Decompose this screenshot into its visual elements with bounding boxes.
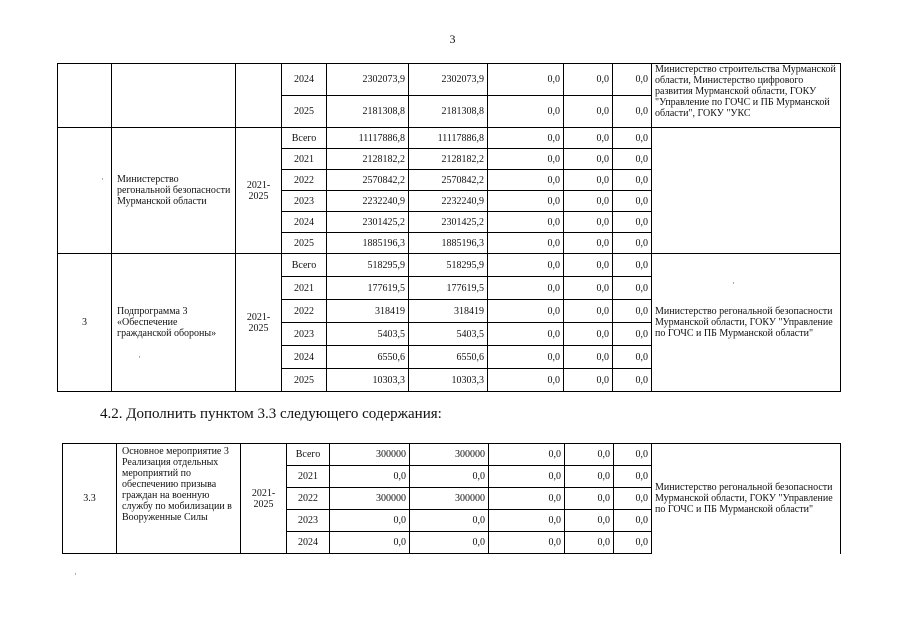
- federal-cell: 0,0: [488, 346, 564, 369]
- federal-cell: 0,0: [488, 277, 564, 300]
- federal-cell: 0,0: [488, 233, 564, 254]
- total-cell: 2302073,9: [327, 64, 409, 96]
- total-cell: 318419: [327, 300, 409, 323]
- period-cell: [236, 64, 282, 128]
- executor-cell: Министерство регональной безопасности Мурманской области, ГОКУ "Управление по ГОЧС и ПБ Мурманской области": [652, 444, 841, 554]
- local-cell: 0,0: [564, 212, 613, 233]
- other-cell: 0,0: [613, 369, 652, 392]
- local-cell: 0,0: [564, 191, 613, 212]
- regional-cell: 0,0: [410, 532, 489, 554]
- federal-cell: 0,0: [488, 96, 564, 128]
- local-cell: 0,0: [565, 444, 614, 466]
- executor-cell: Министерство строительства Мурманской области, Министерство цифрового развития Мурманской области, ГОКУ "Управление по ГОЧС и ПБ Мурманской области", ГОКУ "УКС: [652, 64, 841, 128]
- num-cell: 3: [58, 254, 112, 392]
- local-cell: 0,0: [564, 64, 613, 96]
- period-cell: 2021-2025: [241, 444, 287, 554]
- regional-cell: 0,0: [410, 510, 489, 532]
- total-cell: 2232240,9: [327, 191, 409, 212]
- federal-cell: 0,0: [488, 323, 564, 346]
- name-cell: Основное мероприятие 3 Реализация отдельных мероприятий по обеспечению призыва граждан на военную службу по мобилизации в Вооруженные Силы: [117, 444, 241, 554]
- other-cell: 0,0: [613, 64, 652, 96]
- name-cell: [112, 64, 236, 128]
- total-cell: 177619,5: [327, 277, 409, 300]
- table-row: [58, 64, 841, 96]
- other-cell: 0,0: [614, 488, 652, 510]
- other-cell: 0,0: [613, 128, 652, 149]
- total-cell: 0,0: [330, 466, 410, 488]
- local-cell: 0,0: [564, 323, 613, 346]
- local-cell: 0,0: [564, 170, 613, 191]
- total-cell: 11117886,8: [327, 128, 409, 149]
- year-cell: 2024: [287, 532, 330, 554]
- other-cell: 0,0: [613, 254, 652, 277]
- federal-cell: 0,0: [489, 444, 565, 466]
- total-cell: 300000: [330, 444, 410, 466]
- period-cell: 2021-2025: [236, 254, 282, 392]
- local-cell: 0,0: [564, 149, 613, 170]
- year-cell: 2024: [282, 64, 327, 96]
- federal-cell: 0,0: [488, 170, 564, 191]
- federal-cell: 0,0: [489, 532, 565, 554]
- regional-cell: 5403,5: [409, 323, 488, 346]
- federal-cell: 0,0: [488, 191, 564, 212]
- total-cell: 300000: [330, 488, 410, 510]
- year-cell: 2021: [287, 466, 330, 488]
- scan-speck: ·: [138, 352, 141, 362]
- federal-cell: 0,0: [488, 64, 564, 96]
- executor-cell: Министерство регональной безопасности Мурманской области, ГОКУ "Управление по ГОЧС и ПБ Мурманской области": [652, 254, 841, 392]
- regional-cell: 6550,6: [409, 346, 488, 369]
- year-cell: 2022: [282, 170, 327, 191]
- year-cell: 2022: [282, 300, 327, 323]
- federal-cell: 0,0: [488, 369, 564, 392]
- regional-cell: 2181308,8: [409, 96, 488, 128]
- federal-cell: 0,0: [488, 128, 564, 149]
- other-cell: 0,0: [613, 346, 652, 369]
- table-row: [58, 254, 841, 277]
- local-cell: 0,0: [565, 466, 614, 488]
- regional-cell: 318419: [409, 300, 488, 323]
- other-cell: 0,0: [613, 149, 652, 170]
- other-cell: 0,0: [613, 170, 652, 191]
- regional-cell: 10303,3: [409, 369, 488, 392]
- local-cell: 0,0: [565, 532, 614, 554]
- year-cell: 2021: [282, 277, 327, 300]
- regional-cell: 300000: [410, 444, 489, 466]
- year-cell: Всего: [282, 254, 327, 277]
- other-cell: 0,0: [613, 300, 652, 323]
- year-cell: 2023: [282, 191, 327, 212]
- scan-speck: ·: [74, 569, 77, 579]
- year-cell: 2023: [287, 510, 330, 532]
- total-cell: 2570842,2: [327, 170, 409, 191]
- other-cell: 0,0: [614, 444, 652, 466]
- total-cell: 518295,9: [327, 254, 409, 277]
- local-cell: 0,0: [565, 510, 614, 532]
- federal-cell: 0,0: [489, 510, 565, 532]
- local-cell: 0,0: [565, 488, 614, 510]
- year-cell: 2025: [282, 96, 327, 128]
- name-cell: Министерство регональной безопасности Мурманской области: [112, 128, 236, 254]
- federal-cell: 0,0: [488, 300, 564, 323]
- num-cell: [58, 64, 112, 128]
- total-cell: 6550,6: [327, 346, 409, 369]
- regional-cell: 177619,5: [409, 277, 488, 300]
- local-cell: 0,0: [564, 346, 613, 369]
- local-cell: 0,0: [564, 254, 613, 277]
- scan-speck: ·: [732, 278, 735, 288]
- other-cell: 0,0: [613, 96, 652, 128]
- regional-cell: 2570842,2: [409, 170, 488, 191]
- budget-table-item-3-3: [62, 443, 841, 554]
- local-cell: 0,0: [564, 277, 613, 300]
- table-row: [63, 444, 841, 466]
- regional-cell: 0,0: [410, 466, 489, 488]
- year-cell: Всего: [287, 444, 330, 466]
- page-number: 3: [449, 32, 456, 46]
- total-cell: 0,0: [330, 510, 410, 532]
- year-cell: 2025: [282, 369, 327, 392]
- local-cell: 0,0: [564, 96, 613, 128]
- executor-cell: [652, 128, 841, 254]
- other-cell: 0,0: [614, 510, 652, 532]
- budget-table-continuation: [57, 63, 841, 392]
- other-cell: 0,0: [613, 191, 652, 212]
- other-cell: 0,0: [614, 532, 652, 554]
- regional-cell: 300000: [410, 488, 489, 510]
- num-cell: [58, 128, 112, 254]
- year-cell: 2023: [282, 323, 327, 346]
- other-cell: 0,0: [613, 212, 652, 233]
- regional-cell: 2302073,9: [409, 64, 488, 96]
- name-cell: Подпрограмма 3 «Обеспечение гражданской обороны»: [112, 254, 236, 392]
- federal-cell: 0,0: [488, 149, 564, 170]
- other-cell: 0,0: [613, 323, 652, 346]
- federal-cell: 0,0: [488, 212, 564, 233]
- total-cell: 0,0: [330, 532, 410, 554]
- year-cell: 2022: [287, 488, 330, 510]
- regional-cell: 2128182,2: [409, 149, 488, 170]
- year-cell: 2024: [282, 212, 327, 233]
- total-cell: 5403,5: [327, 323, 409, 346]
- num-cell: 3.3: [63, 444, 117, 554]
- total-cell: 2301425,2: [327, 212, 409, 233]
- local-cell: 0,0: [564, 300, 613, 323]
- regional-cell: 2232240,9: [409, 191, 488, 212]
- period-cell: 2021-2025: [236, 128, 282, 254]
- year-cell: 2021: [282, 149, 327, 170]
- local-cell: 0,0: [564, 128, 613, 149]
- section-heading: 4.2. Дополнить пунктом 3.3 следующего содержания:: [100, 406, 442, 422]
- year-cell: 2025: [282, 233, 327, 254]
- year-cell: Всего: [282, 128, 327, 149]
- regional-cell: 518295,9: [409, 254, 488, 277]
- total-cell: 2128182,2: [327, 149, 409, 170]
- total-cell: 10303,3: [327, 369, 409, 392]
- scan-speck: ·: [101, 174, 104, 184]
- total-cell: 1885196,3: [327, 233, 409, 254]
- total-cell: 2181308,8: [327, 96, 409, 128]
- local-cell: 0,0: [564, 369, 613, 392]
- regional-cell: 11117886,8: [409, 128, 488, 149]
- federal-cell: 0,0: [488, 254, 564, 277]
- federal-cell: 0,0: [489, 488, 565, 510]
- regional-cell: 1885196,3: [409, 233, 488, 254]
- year-cell: 2024: [282, 346, 327, 369]
- regional-cell: 2301425,2: [409, 212, 488, 233]
- local-cell: 0,0: [564, 233, 613, 254]
- other-cell: 0,0: [613, 277, 652, 300]
- other-cell: 0,0: [614, 466, 652, 488]
- other-cell: 0,0: [613, 233, 652, 254]
- federal-cell: 0,0: [489, 466, 565, 488]
- table-row: [58, 128, 841, 149]
